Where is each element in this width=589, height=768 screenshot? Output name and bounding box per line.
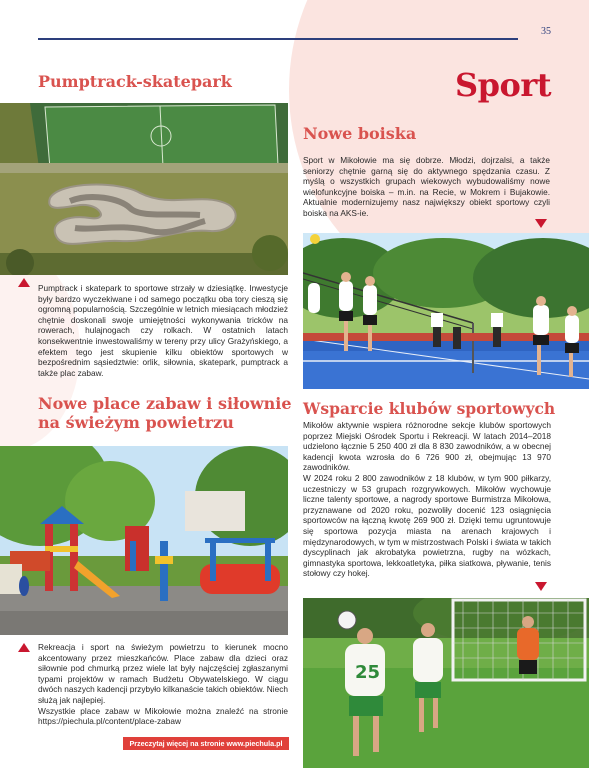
- place-title: Nowe place zabaw i siłownie na świeżym powietrzu: [38, 394, 292, 433]
- wsparcie-paragraph-2: W 2024 roku 2 800 zawodników z 18 klubów, w tym 900 piłkarzy, uczestniczy w 53 grupach rozgrywkowych. Mikołów wychowuje liczne talenty sportowe, a nagrody sportowe Burmistrza Mikołowa, przyznawane od 2020 roku, pozwoliły docenić 123 osiągnięcia sportowców na łączną kwotę 269 900 zł. Dzięki temu ugruntowuje się sportowa pozycja miasta na arenach krajowych i międzynarodowych, w tym w mistrzostwach Polski i świata w takich dyscyplinach jak akrobatyka powietrzna, rugby na wózkach, gimnastyka sportowa, lekkoatletyka, piłka siatkowa, pływanie, tenis stołowy czy hokej.: [303, 472, 551, 579]
- pumptrack-text: [38, 283, 288, 378]
- place-paragraph-2: Wszystkie place zabaw w Mikołowie można znaleźć na stronie https://piechula.pl/content/place-zabaw: [38, 705, 288, 727]
- wsparcie-text: [303, 420, 551, 579]
- football-jersey-number: 25: [355, 662, 381, 683]
- section-title: Sport: [455, 66, 551, 104]
- playground-photo: [0, 446, 288, 635]
- boiska-text: [303, 155, 550, 219]
- pumptrack-paragraph: Pumptrack i skatepark to sportowe strzały w dziesiątkę. Inwestycje były bardzo wyczekiwane i od samego początku oba tory cieszą się ogromną popularnością. Szczególnie w letnich miesiącach młodzież chętnie doskonali swoje umiejętności wykonywania tricków na rowerach, hulajnogach czy rolkach. W ostatnich latach konsekwentnie inwestowaliśmy w tereny przy ulicy Grażyńskiego, a efektem tego jest skupienie kilku obiektów sportowych w bezpośrednim sąsiedztwie: orlik, siłownia, skatepark, pumptrack a także plac zabaw.: [38, 283, 288, 378]
- place-text: [38, 642, 288, 727]
- triangle-marker-pumptrack: [18, 278, 30, 287]
- triangle-marker-boiska: [535, 219, 547, 228]
- pumptrack-photo: [0, 103, 288, 275]
- triangle-marker-wsparcie: [535, 582, 547, 591]
- wsparcie-paragraph-1: Mikołów aktywnie wspiera różnorodne sekcje klubów sportowych poprzez Miejski Ośrodek Sportu i Rekreacji. W latach 2014–2018 udzielono łącznie 5 250 400 zł dla 8 830 zawodników, a w obecnej kadencji kwota wzrosła do 6 726 900 zł, obejmując 13 970 zawodników.: [303, 420, 551, 473]
- triangle-marker-place: [18, 643, 30, 652]
- volleyball-photo: [303, 233, 589, 389]
- boiska-paragraph: Sport w Mikołowie ma się dobrze. Młodzi, dojrzalsi, a także seniorzy chętnie garną się do aktywnego spędzania czasu. Z myślą o wszystkich grupach wiekowych wybudowaliśmy nowe wielofunkcyjne boiska – m.in. na Recie, w Mokrem i Bujakowie. Aktualnie modernizujemy nasz największy obiekt sportowy czyli boiska na AKS-ie.: [303, 155, 550, 218]
- pumptrack-title: Pumptrack-skatepark: [38, 72, 232, 91]
- read-more-link[interactable]: Przeczytaj więcej na stronie www.piechula.pl: [123, 737, 289, 750]
- page-number: 35: [541, 26, 551, 37]
- wsparcie-title: Wsparcie klubów sportowych: [303, 399, 556, 418]
- boiska-title: Nowe boiska: [303, 124, 417, 143]
- place-paragraph-1: Rekreacja i sport na świeżym powietrzu to kierunek mocno akcentowany przez mieszkańców. Place zabaw dla dzieci oraz siłownie pod chmurką przez wiele lat były najczęściej zgłaszanymi typami projektów w ramach Budżetu Obywatelskiego. W ciągu dwóch naszych kadencji przybyło kilkanaście takich obiektów. Niech służą jak najlepiej.: [38, 642, 288, 705]
- header-rule: [38, 38, 518, 40]
- football-photo: [303, 598, 589, 768]
